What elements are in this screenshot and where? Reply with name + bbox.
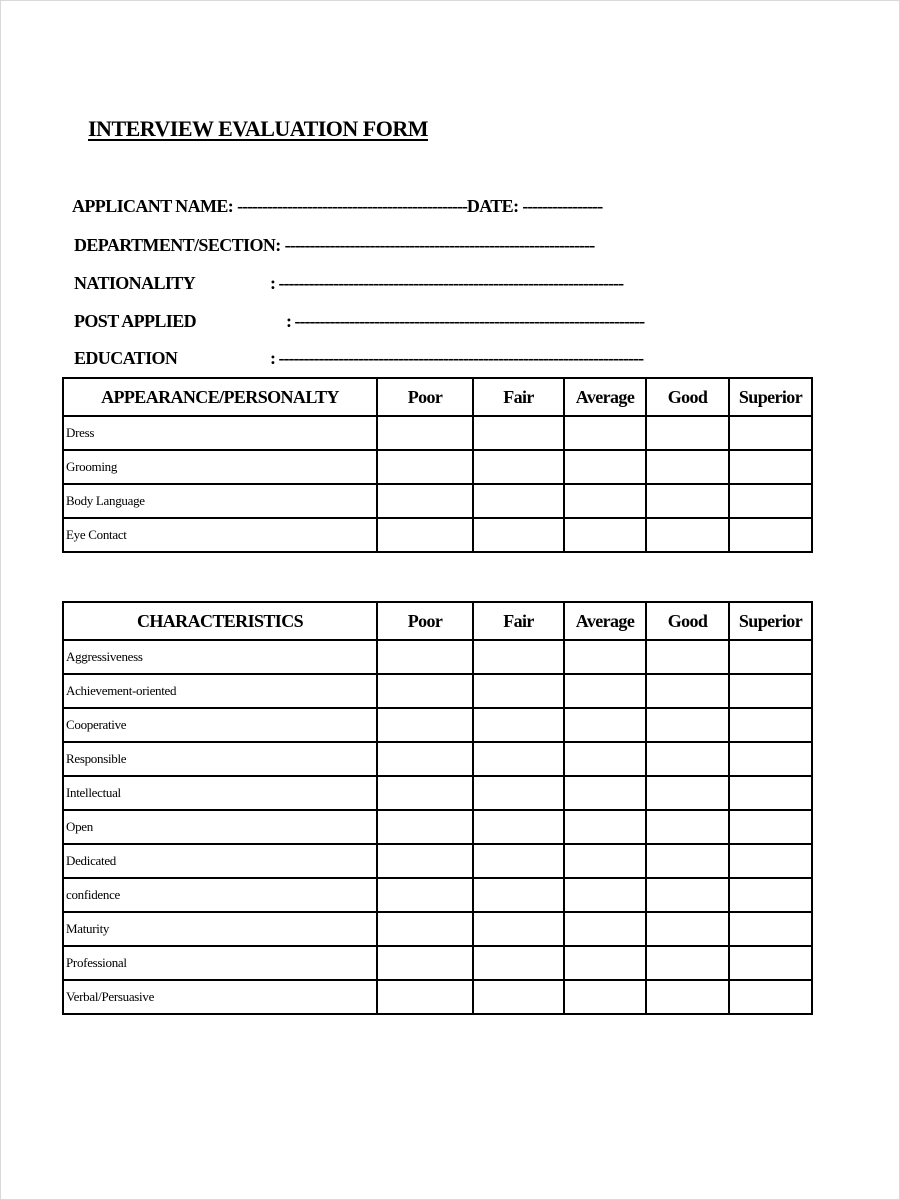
rating-cell-fair[interactable] (473, 980, 564, 1014)
rating-cell-average[interactable] (564, 674, 646, 708)
rating-cell-superior[interactable] (729, 912, 812, 946)
rating-header-fair: Fair (473, 378, 564, 416)
applicant-name-field (72, 196, 602, 217)
rating-cell-average[interactable] (564, 912, 646, 946)
criterion-label: Professional (63, 946, 377, 980)
rating-cell-fair[interactable] (473, 484, 564, 518)
rating-cell-fair[interactable] (473, 416, 564, 450)
criterion-label: Cooperative (63, 708, 377, 742)
rating-cell-poor[interactable] (377, 980, 473, 1014)
rating-cell-average[interactable] (564, 742, 646, 776)
department-label: DEPARTMENT/SECTION: (74, 235, 281, 255)
rating-cell-poor[interactable] (377, 878, 473, 912)
rating-cell-fair[interactable] (473, 708, 564, 742)
rating-cell-average[interactable] (564, 416, 646, 450)
rating-cell-average[interactable] (564, 980, 646, 1014)
table-row (63, 742, 812, 776)
department-line[interactable]: -------------------------------------------------------------- (284, 235, 595, 255)
criterion-label: Dedicated (63, 844, 377, 878)
post-applied-label: POST APPLIED (74, 311, 196, 331)
nationality-line[interactable]: : --------------------------------------------------------------------- (270, 273, 624, 293)
criterion-label: Intellectual (63, 776, 377, 810)
rating-cell-poor[interactable] (377, 742, 473, 776)
criterion-label: Eye Contact (63, 518, 377, 552)
rating-header-average: Average (564, 378, 646, 416)
rating-cell-good[interactable] (646, 484, 729, 518)
rating-cell-good[interactable] (646, 450, 729, 484)
rating-cell-fair[interactable] (473, 640, 564, 674)
applicant-name-label: APPLICANT NAME: (72, 196, 234, 216)
rating-cell-superior[interactable] (729, 878, 812, 912)
table-row (63, 946, 812, 980)
nationality-field (74, 273, 623, 294)
rating-header-good: Good (646, 602, 729, 640)
rating-cell-good[interactable] (646, 878, 729, 912)
criterion-label: Maturity (63, 912, 377, 946)
rating-cell-good[interactable] (646, 810, 729, 844)
characteristics-header: CHARACTERISTICS (63, 602, 377, 640)
applicant-name-line[interactable]: ---------------------------------------------- (237, 196, 467, 216)
education-field (74, 348, 643, 369)
rating-cell-poor[interactable] (377, 844, 473, 878)
rating-cell-good[interactable] (646, 674, 729, 708)
post-applied-field (74, 311, 644, 332)
rating-cell-average[interactable] (564, 810, 646, 844)
table-row (63, 912, 812, 946)
rating-cell-good[interactable] (646, 776, 729, 810)
rating-cell-fair[interactable] (473, 844, 564, 878)
nationality-label: NATIONALITY (74, 273, 196, 293)
characteristics-table (62, 601, 813, 1015)
rating-cell-good[interactable] (646, 416, 729, 450)
rating-header-superior: Superior (729, 602, 812, 640)
rating-cell-fair[interactable] (473, 674, 564, 708)
rating-cell-fair[interactable] (473, 912, 564, 946)
rating-header-average: Average (564, 602, 646, 640)
rating-cell-superior[interactable] (729, 810, 812, 844)
rating-cell-fair[interactable] (473, 742, 564, 776)
rating-cell-poor[interactable] (377, 810, 473, 844)
rating-cell-superior[interactable] (729, 708, 812, 742)
rating-cell-good[interactable] (646, 844, 729, 878)
rating-cell-good[interactable] (646, 708, 729, 742)
rating-cell-poor[interactable] (377, 484, 473, 518)
rating-cell-poor[interactable] (377, 912, 473, 946)
date-label: DATE: (466, 196, 519, 216)
rating-cell-average[interactable] (564, 844, 646, 878)
rating-cell-superior[interactable] (729, 518, 812, 552)
appearance-header: APPEARANCE/PERSONALTY (63, 378, 377, 416)
rating-cell-superior[interactable] (729, 742, 812, 776)
appearance-header-row (63, 378, 812, 416)
date-line[interactable]: ---------------- (522, 196, 603, 216)
rating-cell-average[interactable] (564, 878, 646, 912)
table-row (63, 878, 812, 912)
criterion-label: Responsible (63, 742, 377, 776)
criterion-label: Dress (63, 416, 377, 450)
characteristics-header-row (63, 602, 812, 640)
rating-cell-good[interactable] (646, 912, 729, 946)
rating-cell-superior[interactable] (729, 946, 812, 980)
rating-cell-fair[interactable] (473, 518, 564, 552)
table-row (63, 776, 812, 810)
rating-cell-fair[interactable] (473, 946, 564, 980)
rating-header-superior: Superior (729, 378, 812, 416)
rating-cell-superior[interactable] (729, 640, 812, 674)
rating-cell-average[interactable] (564, 518, 646, 552)
rating-cell-poor[interactable] (377, 416, 473, 450)
rating-cell-fair[interactable] (473, 810, 564, 844)
table-row (63, 708, 812, 742)
rating-cell-superior[interactable] (729, 674, 812, 708)
rating-cell-poor[interactable] (377, 946, 473, 980)
rating-cell-poor[interactable] (377, 450, 473, 484)
rating-cell-fair[interactable] (473, 878, 564, 912)
rating-header-poor: Poor (377, 378, 473, 416)
rating-header-fair: Fair (473, 602, 564, 640)
rating-cell-average[interactable] (564, 484, 646, 518)
criterion-label: confidence (63, 878, 377, 912)
rating-cell-average[interactable] (564, 946, 646, 980)
education-line[interactable]: : ------------------------------------------------------------------------- (270, 348, 644, 368)
criterion-label: Body Language (63, 484, 377, 518)
education-label: EDUCATION (74, 348, 178, 368)
rating-cell-good[interactable] (646, 980, 729, 1014)
table-row (63, 980, 812, 1014)
rating-cell-superior[interactable] (729, 980, 812, 1014)
table-row (63, 810, 812, 844)
post-applied-line[interactable]: : ---------------------------------------------------------------------- (286, 311, 645, 331)
rating-cell-superior[interactable] (729, 844, 812, 878)
rating-cell-superior[interactable] (729, 776, 812, 810)
rating-cell-good[interactable] (646, 518, 729, 552)
rating-cell-average[interactable] (564, 708, 646, 742)
rating-cell-average[interactable] (564, 776, 646, 810)
criterion-label: Aggressiveness (63, 640, 377, 674)
table-row (63, 450, 812, 484)
table-row (63, 484, 812, 518)
rating-cell-average[interactable] (564, 640, 646, 674)
rating-cell-poor[interactable] (377, 708, 473, 742)
rating-cell-poor[interactable] (377, 518, 473, 552)
rating-header-poor: Poor (377, 602, 473, 640)
rating-cell-poor[interactable] (377, 640, 473, 674)
table-row (63, 518, 812, 552)
rating-cell-fair[interactable] (473, 450, 564, 484)
appearance-table (62, 377, 813, 553)
criterion-label: Grooming (63, 450, 377, 484)
rating-cell-good[interactable] (646, 640, 729, 674)
table-row (63, 844, 812, 878)
rating-header-good: Good (646, 378, 729, 416)
criterion-label: Verbal/Persuasive (63, 980, 377, 1014)
rating-cell-superior[interactable] (729, 416, 812, 450)
rating-cell-good[interactable] (646, 742, 729, 776)
rating-cell-good[interactable] (646, 946, 729, 980)
table-row (63, 416, 812, 450)
department-field (74, 235, 594, 256)
criterion-label: Achievement-oriented (63, 674, 377, 708)
rating-cell-poor[interactable] (377, 674, 473, 708)
table-row (63, 674, 812, 708)
form-title: INTERVIEW EVALUATION FORM (88, 116, 429, 141)
rating-cell-poor[interactable] (377, 776, 473, 810)
rating-cell-superior[interactable] (729, 450, 812, 484)
rating-cell-superior[interactable] (729, 484, 812, 518)
table-row (63, 640, 812, 674)
rating-cell-average[interactable] (564, 450, 646, 484)
rating-cell-fair[interactable] (473, 776, 564, 810)
criterion-label: Open (63, 810, 377, 844)
